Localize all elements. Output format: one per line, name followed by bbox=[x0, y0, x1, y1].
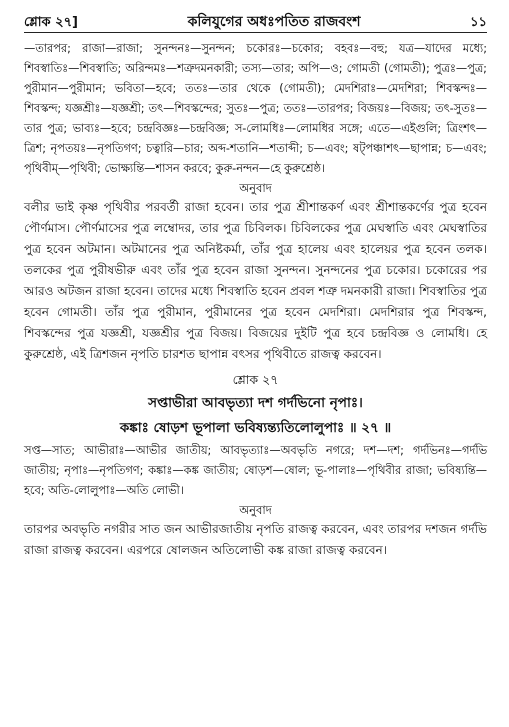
page-header bbox=[24, 10, 487, 33]
page-number: ১১ bbox=[470, 15, 487, 30]
verse-line-1: সপ্তাভীরা আবভৃত্যা দশ গর্দভিনো নৃপাঃ। bbox=[148, 395, 363, 411]
translation-block-2: তারপর অবভৃতি নগরীর সাত জন আভীরজাতীয় নৃপতি রাজত্ব করবেন, এবং তারপর দশজন গর্দভি রাজা রাজত্ব করবেন। এরপরে ষোলজন অতিলোভী কঙ্ক রাজা রাজত্ব করবেন। bbox=[24, 522, 487, 557]
translation-block-1: বলীর ভাই কৃষ্ণ পৃথিবীর পরবর্তী রাজা হবেন। তার পুত্র শ্রীশান্তকর্ণ এবং শ্রীশান্তকর্ণের পুত্র হবেন পৌর্ণমাস। পৌর্ণমাসের পুত্র লম্বোদর, তার পুত্র চিবিলক। চিবিলকের পুত্র মেঘস্বাতি এবং মেঘস্বাতির পুত্র হবেন অটমান। অটমানের পুত্র অনিষ্টকর্মা, তাঁর পুত্র হালেয় এবং হালেয়র পুত্র হবেন তলক। তলকের পুত্র পুরীষভীরু এবং তাঁর পুত্র হবেন রাজা সুনন্দন। সুনন্দনের পুত্র চকোর। চকোরের পর আরও অটজন রাজা হবেন। তাদের মধ্যে শিবস্বাতি হবেন প্রবল শত্রু দমনকারী রাজা। শিবস্বাতির পুত্র হবেন গোমতী। তাঁর পুত্র পুরীমান, পুরীমানের পুত্র হবেন মেদশিরা। মেদশিরার পুত্র শিবস্কন্দ, শিবস্কন্দের পুত্র যজ্ঞশ্রী, যজ্ঞশ্রীর পুত্র বিজয়। বিজয়ের দুইটি পুত্র হবে চন্দ্রবিজ্ঞ ও লোমধি। হে কুরুশ্রেষ্ঠ, এই ত্রিশজন নৃপতি চারশত ছাপান্ন বৎসর পৃথিবীতে রাজত্ব করবেন। bbox=[24, 200, 487, 361]
verse-number-label: শ্লোক ২৭ bbox=[232, 372, 279, 387]
translation-heading-1: অনুবাদ bbox=[239, 181, 272, 195]
word-meanings-block-2: সপ্ত—সাত; আভীরাঃ—আভীর জাতীয়; আবভৃত্যাঃ—অবভৃতি নগরে; দশ—দশ; গর্দভিনঃ—গর্দভি জাতীয়; নৃপাঃ—নৃপতিগণ; কঙ্কাঃ—কঙ্ক জাতীয়; ষোড়শ—ষোল; ভূ-পালাঃ—পৃথিবীর রাজা; ভবিষ্যন্তি—হবে; অতি-লোলুপাঃ—অতি লোভী। bbox=[24, 444, 487, 497]
verse-line-2: কঙ্কাঃ ষোড়শ ভূপালা ভবিষ্যন্ত্যতিলোলুপাঃ ॥ ২৭ ॥ bbox=[119, 420, 392, 436]
word-meanings-block-1: —তারপর; রাজা—রাজা; সুনন্দনঃ—সুনন্দন; চকোরঃ—চকোর; বহবঃ—বহু; যত্র—যাদের মধ্যে; শিবস্বাতিঃ—শিবস্বাতি; অরিন্দমঃ—শত্রুদমনকারী; তস্য—তার; অপি—ও; গোমতী (গোমতী); পুত্রঃ—পুত্র; পুরীমান—পুরীমান; ভবিতা—হবে; ততঃ—তার থেকে (গোমতী); মেদশিরাঃ—মেদশিরা; শিবস্কন্দঃ—শিবস্কন্দ; যজ্ঞশ্রীঃ—যজ্ঞশ্রী; তৎ—শিবস্কন্দের; সুতঃ—পুত্র; ততঃ—তারপর; বিজয়ঃ—বিজয়; তৎ-সুতঃ—তার পুত্র; ভাব্যঃ—হবে; চন্দ্রবিজ্ঞঃ—চন্দ্রবিজ্ঞ; স-লোমধিঃ—লোমধির সঙ্গে; এতে—এইগুলি; ত্রিংশৎ—ত্রিশ; নৃপতয়ঃ—নৃপতিগণ; চত্বারি—চার; অব্দ-শতানি—শতাব্দী; চ—এবং; ষট্‌পঞ্চাশৎ—ছাপান্ন; চ—এবং; পৃথিবীম্‌—পৃথিবী; ভোক্ষ্যন্তি—শাসন করবে; কুরু-নন্দন—হে কুরুশ্রেষ্ঠ। bbox=[24, 42, 487, 175]
verse-reference: শ্লোক ২৭] bbox=[24, 15, 78, 30]
chapter-title: কলিযুগের অধঃপতিত রাজবংশ bbox=[187, 14, 361, 30]
translation-heading-2: অনুবাদ bbox=[239, 503, 272, 517]
